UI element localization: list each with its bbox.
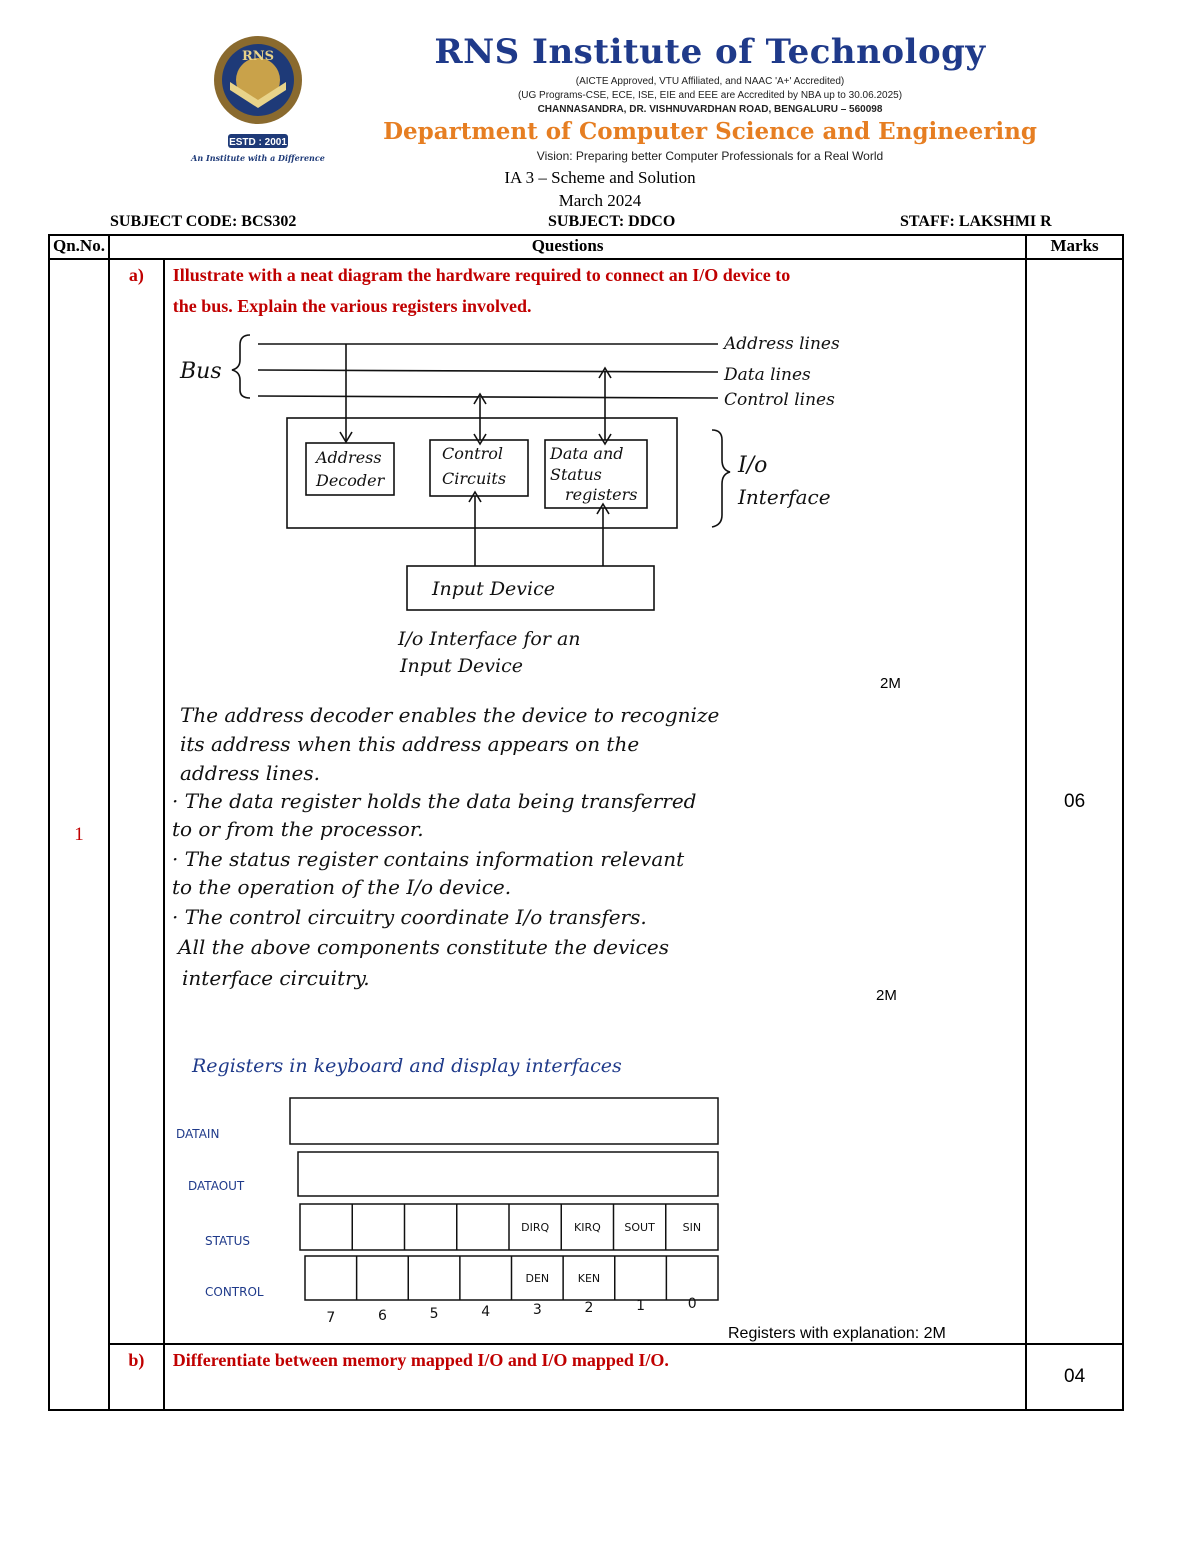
bit-number: 5 bbox=[429, 1306, 439, 1322]
explanation-line: · The control circuitry coordinate I/o transfers. bbox=[172, 905, 647, 929]
institute-name: RNS Institute of Technology bbox=[434, 32, 986, 72]
data-label-1: Data and bbox=[550, 444, 624, 463]
part-a-marks: 06 bbox=[1026, 259, 1123, 1344]
explanation-line: interface circuitry. bbox=[182, 966, 370, 990]
svg-text:ESTD : 2001: ESTD : 2001 bbox=[229, 137, 287, 148]
mark-diagram: 2M bbox=[880, 675, 901, 692]
exam-title: IA 3 – Scheme and Solution bbox=[504, 168, 696, 187]
bus-label: Bus bbox=[180, 359, 222, 384]
decoder-label-2: Decoder bbox=[316, 471, 385, 490]
address-lines-label: Address lines bbox=[724, 334, 840, 354]
header-qno: Qn.No. bbox=[49, 235, 109, 259]
data-label-2: Status bbox=[550, 465, 602, 484]
bit-number: 7 bbox=[326, 1310, 336, 1326]
registers-note: Registers with explanation: 2M bbox=[728, 1325, 946, 1342]
accreditation: (AICTE Approved, VTU Affiliated, and NAAC 'A+' Accredited) bbox=[575, 76, 845, 87]
control-bit: DEN bbox=[525, 1272, 550, 1285]
ug-programs: (UG Programs-CSE, ECE, ISE, EIE and EEE are Accredited by NBA up to 30.06.2025) bbox=[517, 90, 903, 101]
part-b-label: b) bbox=[109, 1344, 164, 1410]
explanation-line: · The status register contains information relevant bbox=[172, 847, 685, 871]
io-label-2: Interface bbox=[738, 485, 831, 509]
data-line bbox=[258, 370, 718, 372]
dataout-label: DATAOUT bbox=[188, 1179, 245, 1193]
control-lines-label: Control lines bbox=[724, 390, 835, 410]
input-device-label: Input Device bbox=[432, 578, 555, 600]
part-b-marks: 04 bbox=[1026, 1344, 1123, 1410]
decoder-label-1: Address bbox=[316, 448, 382, 467]
explanation-line: · The data register holds the data being transferred bbox=[172, 789, 697, 813]
bit-number: 2 bbox=[584, 1300, 594, 1316]
vision-statement: Vision: Preparing better Computer Professionals for a Real World bbox=[536, 149, 884, 163]
bus-brace bbox=[232, 335, 250, 398]
part-a-label: a) bbox=[109, 259, 164, 1344]
caption-line-2: Input Device bbox=[400, 655, 523, 677]
svg-text:RNS: RNS bbox=[241, 49, 275, 64]
control-label-1: Control bbox=[442, 444, 504, 463]
status-bit: SIN bbox=[682, 1221, 702, 1234]
io-label-1: I/o bbox=[738, 453, 768, 478]
bit-number: 1 bbox=[636, 1298, 646, 1314]
datain-register bbox=[290, 1098, 718, 1144]
subject: SUBJECT: DDCO bbox=[548, 213, 676, 230]
address: CHANNASANDRA, DR. VISHNUVARDHAN ROAD, BENGALURU – 560098 bbox=[537, 104, 883, 115]
bit-number: 6 bbox=[377, 1308, 387, 1324]
explanation-line: to or from the processor. bbox=[172, 817, 424, 841]
explanation-line: All the above components constitute the devices bbox=[178, 935, 669, 959]
header-questions: Questions bbox=[109, 235, 1026, 259]
part-a-question-line1: Illustrate with a neat diagram the hardware required to connect an I/O device to bbox=[172, 265, 791, 285]
control-bit: KEN bbox=[577, 1272, 601, 1285]
subject-code: SUBJECT CODE: BCS302 bbox=[110, 213, 297, 230]
data-label-3: registers bbox=[565, 485, 638, 504]
header-marks: Marks bbox=[1026, 235, 1123, 259]
control-label: CONTROL bbox=[205, 1285, 264, 1299]
control-label-2: Circuits bbox=[442, 469, 507, 488]
explanation-line: address lines. bbox=[180, 761, 320, 785]
data-lines-label: Data lines bbox=[724, 365, 811, 385]
status-bit: KIRQ bbox=[573, 1221, 601, 1234]
explanation-line: to the operation of the I/o device. bbox=[172, 875, 512, 899]
exam-date: March 2024 bbox=[558, 191, 642, 210]
interface-brace bbox=[712, 430, 730, 527]
registers-title: Registers in keyboard and display interfaces bbox=[192, 1055, 622, 1077]
svg-text:An Institute with a Difference: An Institute with a Difference bbox=[191, 153, 325, 163]
bit-number: 4 bbox=[481, 1304, 491, 1320]
part-b-question: Differentiate between memory mapped I/O and I/O mapped I/O. bbox=[164, 1344, 1026, 1410]
status-bit: DIRQ bbox=[521, 1221, 550, 1234]
caption-line-1: I/o Interface for an bbox=[398, 628, 581, 650]
explanation-line: The address decoder enables the device to recognize bbox=[180, 703, 720, 727]
staff: STAFF: LAKSHMI R bbox=[900, 213, 1052, 230]
part-a-question-line2: the bus. Explain the various registers involved. bbox=[172, 296, 532, 316]
bit-number: 0 bbox=[687, 1296, 697, 1312]
status-bit: SOUT bbox=[624, 1221, 655, 1234]
explanation-line: its address when this address appears on the bbox=[180, 732, 640, 756]
department-name: Department of Computer Science and Engineering bbox=[383, 118, 1037, 145]
control-line bbox=[258, 396, 718, 398]
dataout-register bbox=[298, 1152, 718, 1196]
status-label: STATUS bbox=[205, 1234, 251, 1248]
question-number: 1 bbox=[49, 259, 109, 1410]
mark-explanation: 2M bbox=[876, 987, 897, 1004]
bit-number: 3 bbox=[532, 1302, 542, 1318]
datain-label: DATAIN bbox=[176, 1127, 220, 1141]
